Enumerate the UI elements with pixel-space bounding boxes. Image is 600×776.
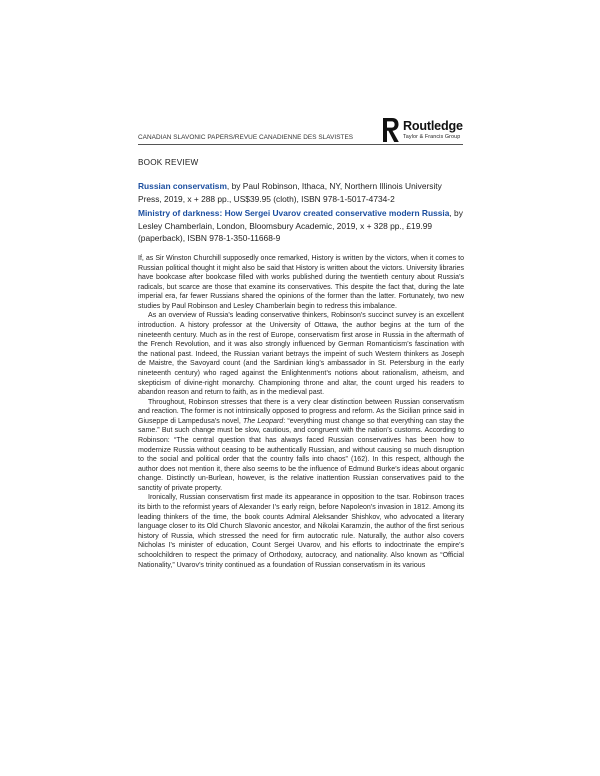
citation-details: , by Paul Robinson, Ithaca, NY, Northern Illinois University Press, 2019, x + 288 pp., US$39.95 (cloth), ISBN 978-1-5017-4734-2 — [138, 181, 442, 204]
citation-details: , by Lesley Chamberlain, London, Bloomsbury Academic, 2019, x + 328 pp., £19.99 (paperback), ISBN 978-1-350-11668-9 — [138, 208, 463, 243]
paragraph-text: : “everything must change so that everything can stay the same.” But such change must be slow, cautious, and congruent with the nation’s customs. According to Robinson: “The central question that has always faced Russian conservatives has been how to modernize Russia without ceasing to be authentically Russian, and without causing so much disruption to the social and political order that the country falls into chaos” (162). In this respect, although the author does not mention it, there also seems to be the influence of Edmund Burke’s ideas about organic change. Distinctly un-Burlean, however, is the relative inattention Russian conservatives paid to the sanctity of private property. — [138, 417, 464, 492]
review-body — [138, 254, 464, 570]
journal-name: CANADIAN SLAVONIC PAPERS/REVUE CANADIENNE DES SLAVISTES — [138, 134, 354, 141]
paragraph: If, as Sir Winston Churchill supposedly once remarked, History is written by the victors, when it comes to Russian political thought it might also be said that History is written about the victors. University libraries have bookcase after bookcase filled with works published during the twentieth century about Russia’s radicals, but scarce are those that examine its conservatives. This despite the fact that, during the late imperial era, far fewer Russians shared the opinions of the former than the latter. Fortunately, two new studies by Paul Robinson and Lesley Chamberlain begin to redress this imbalance. — [138, 255, 464, 310]
section-label: BOOK REVIEW — [138, 158, 199, 167]
paragraph: Ironically, Russian conservatism first made its appearance in opposition to the tsar. Robinson traces its birth to the reformist years of Alexander I’s early reign, before Napoleon’s invasion in 1812. Among its leading thinkers of the time, the book counts Admiral Aleksander Shishkov, who advocated a literary language closer to its Old Church Slavonic ancestor, and Nikolai Karamzin, the author of the first serious history of Russia, which stressed the need for firm autocratic rule. Naturally, the author also covers Nicholas I’s minister of education, Count Sergei Uvarov, and his efforts to indoctrinate the empire’s schoolchildren to respect the primacy of Orthodoxy, autocracy, and nationality. Also known as “Official Nationality,” Uvarov’s trinity continued as a foundation of Russian conservatism in its various — [138, 494, 464, 569]
book-citation — [138, 207, 464, 245]
book-citation — [138, 180, 464, 205]
book-title-link[interactable]: Russian conservatism — [138, 181, 227, 191]
publisher-logo[interactable] — [383, 118, 463, 142]
paragraph: As an overview of Russia’s leading conservative thinkers, Robinson’s succinct survey is an excellent introduction. A history professor at the University of Ottawa, the author begins at the turn of the nineteenth century. Much as in the rest of Europe, conservatism first arose in Russia in the aftermath of the French Revolution, and it was also strongly influenced by German Romanticism’s fascination with the national past. Indeed, the Russian variant betrays the impeint of such Western thinkers as Joseph de Maistre, the Savoyard count (and the Sardinian king’s ambassador in St. Petersburg in the early nineteenth century) who raged against the Enlightenment’s notions about rationalism, atheism, and skepticism of divine-right monarchy. Championing throne and altar, the count urged his readers to abandon reason and return to faith, as in the medieval past. — [138, 312, 464, 397]
publisher-subtitle: Taylor & Francis Group — [403, 133, 461, 140]
paragraph — [138, 398, 464, 494]
paragraph-text: Throughout, Robinson stresses that there is a very clear distinction between Russian conservatism and reaction. The former is not intrinsically opposed to progress and reform. As the Sicilian prince said in Giuseppe di Lampedusa’s novel, — [138, 398, 464, 425]
publisher-name: Routledge — [403, 119, 463, 133]
novel-title: The Leopard — [243, 417, 284, 425]
header-rule — [138, 144, 463, 145]
book-title-link[interactable]: Ministry of darkness: How Sergei Uvarov created conservative modern Russia — [138, 208, 450, 218]
routledge-logo-icon — [383, 118, 399, 142]
